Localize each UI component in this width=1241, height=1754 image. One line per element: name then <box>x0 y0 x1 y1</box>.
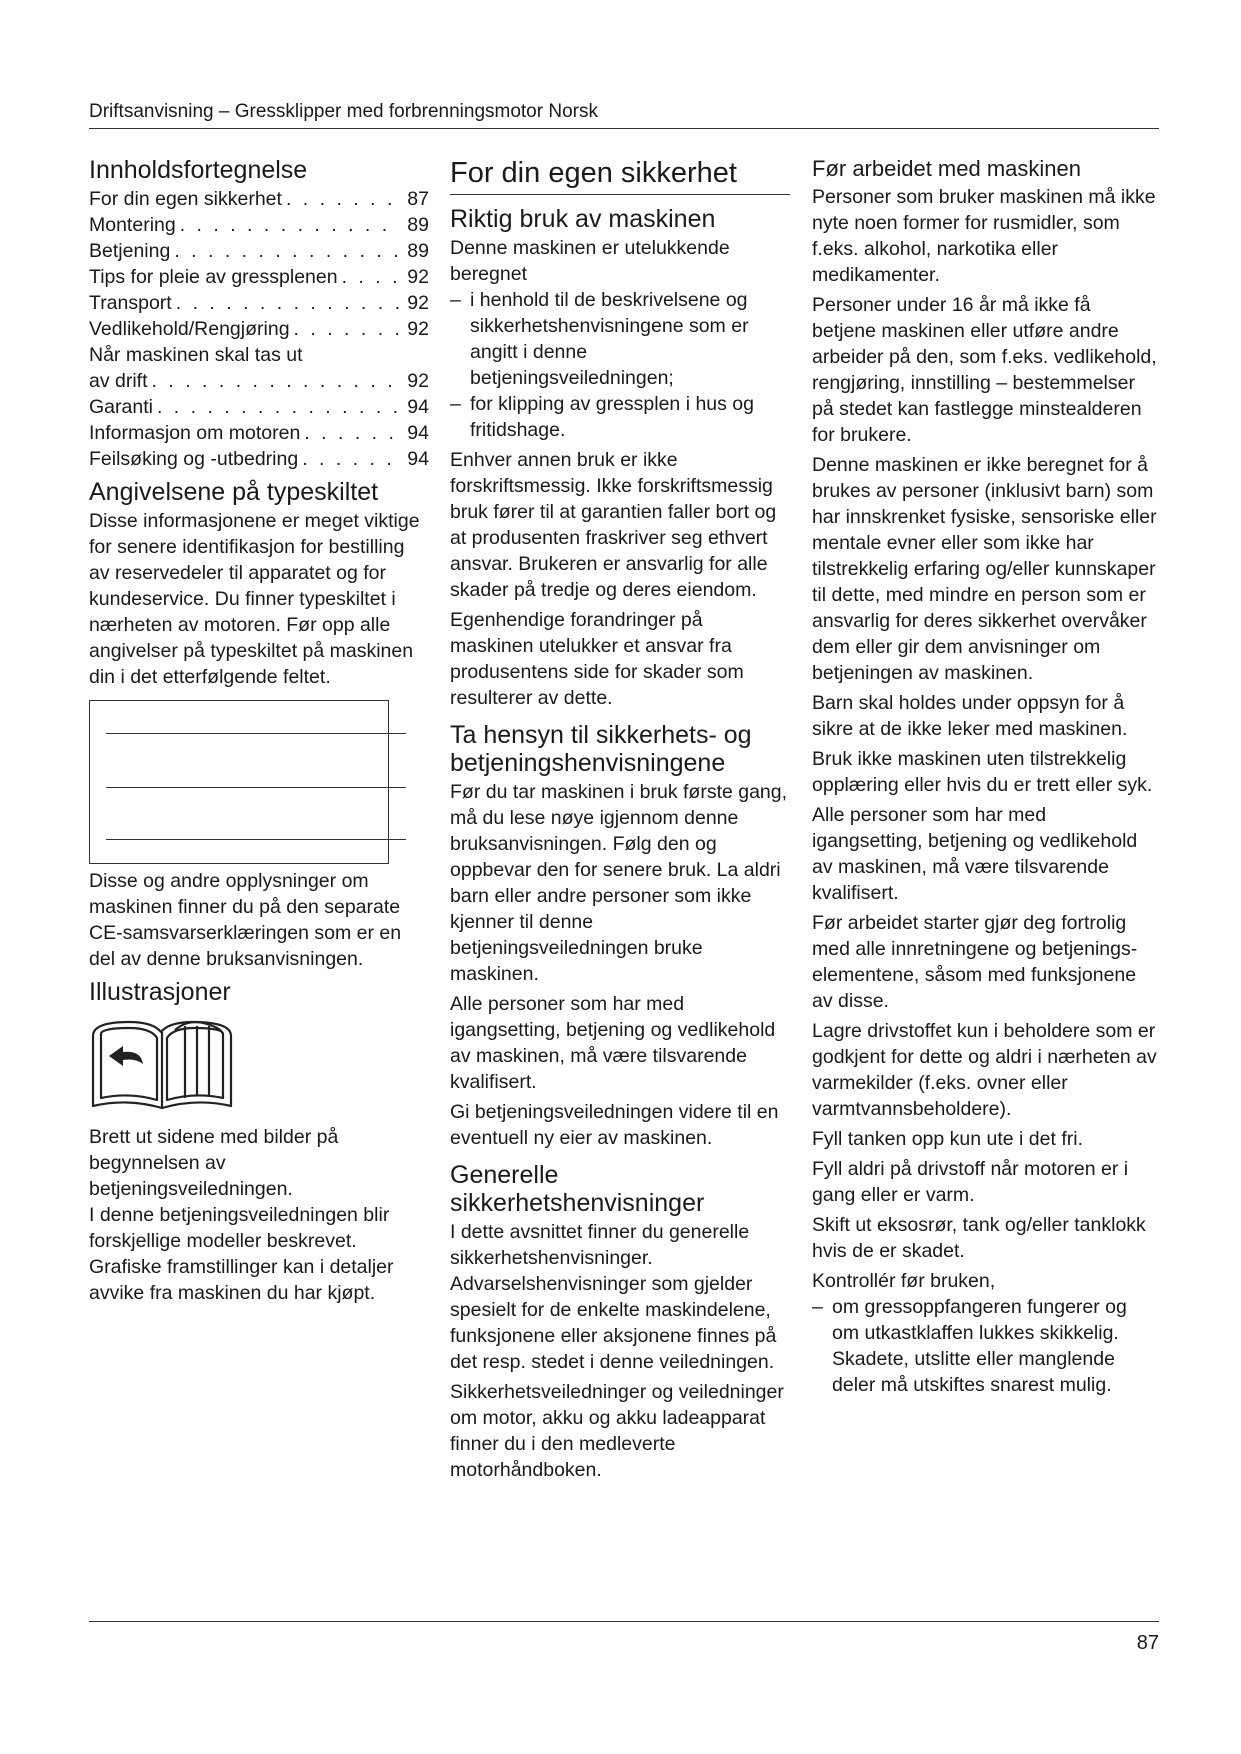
toc-entry-first-line: Når maskinen skal tas ut <box>89 344 303 366</box>
general-safety-text-2: Sikkerhetsveiledninger og veiledninger om motor, akku og akku ladeapparat finner du i den medleverte motorhåndboken. <box>450 1381 784 1481</box>
toc-entry: Informasjon om motoren . . . 94 <box>89 420 429 446</box>
paragraph: Skift ut eksosrør, tank og/eller tanklokk hvis de er skadet. <box>812 1214 1146 1262</box>
toc-entry: av drift . . . 92 <box>89 368 429 394</box>
list-item: – for klipping av gressplen i hus og fritidshage. <box>450 391 790 443</box>
paragraph: Fyll tanken opp kun ute i det fri. <box>812 1128 1083 1150</box>
paragraph: Kontrollér før bruken, <box>812 1270 996 1292</box>
general-safety-heading: Generelle sikkerhetshenvisninger <box>450 1161 705 1217</box>
toc-entry: For din egen sikkerhet . . . 87 <box>89 186 429 212</box>
before-work-heading: Før arbeidet med maskinen <box>812 156 1081 181</box>
table-of-contents <box>89 186 429 472</box>
paragraph: Denne maskinen er ikke beregnet for å brukes av personer (inklusivt barn) som har innskrenket fysiske, sensoriske eller mentale evner eller som ikke har tilstrekkelig erfaring og/eller kunnskaper til dette, med mindre en person som er ansvarlig for deres sikkerhet overvåker dem eller gir dem anvisninger om betjeningen av maskinen. <box>812 454 1157 684</box>
proper-use-text-1: Enhver annen bruk er ikke forskriftsmessig. Ikke forskriftsmessig bruk fører til at garantien faller bort og at produsenten fraskriver seg ethvert ansvar. Brukeren er ansvarlig for alle skader på tredje og deres eiendom. <box>450 449 777 601</box>
toc-entry: Transport . . . 92 <box>89 290 429 316</box>
toc-heading: Innholdsfortegnelse <box>89 156 308 184</box>
toc-entry: Tips for pleie av gressplenen . . . 92 <box>89 264 429 290</box>
page-number: 87 <box>1136 1632 1159 1654</box>
paragraph: Før arbeidet starter gjør deg fortrolig med alle innretningene og betjenings-elementene, såsom med funksjonene av disse. <box>812 912 1138 1012</box>
page-header: Driftsanvisning – Gressklipper med forbrenningsmotor Norsk <box>89 101 598 122</box>
paragraph: Barn skal holdes under oppsyn for å sikre at de ikke leker med maskinen. <box>812 692 1128 740</box>
paragraph: Alle personer som har med igangsetting, betjening og vedlikehold av maskinen, må være tilsvarende kvalifisert. <box>812 804 1138 904</box>
paragraph: Bruk ikke maskinen uten tilstrekkelig opplæring eller hvis du er trett eller syk. <box>812 748 1153 796</box>
toc-entry: Betjening . . . 89 <box>89 238 429 264</box>
paragraph: Personer som bruker maskinen må ikke nyte noen former for rusmidler, som f.eks. alkohol, narkotika eller medikamenter. <box>812 186 1156 286</box>
column-middle <box>450 156 790 1487</box>
typeplate-text: Disse informasjonene er meget viktige for senere identifikasjon for bestilling av reservedeler til apparatet og for kundeservice. Du finner typeskiltet i nærheten av motoren. Før opp alle angivelser på typeskiltet på maskinen din i det etterfølgende feltet. <box>89 510 420 688</box>
paragraph: Fyll aldri på drivstoff når motoren er i gang eller er varm. <box>812 1158 1129 1206</box>
paragraph: Personer under 16 år må ikke få betjene maskinen eller utføre andre arbeider på den, som f.eks. vedlikehold, rengjøring, innstilling – bestemmelser på stedet kan fastlegge minstealderen for brukere. <box>812 294 1157 446</box>
proper-use-text-2: Egenhendige forandringer på maskinen utelukker et ansvar fra produsentens side for skader som resulterer av dette. <box>450 609 744 709</box>
proper-use-intro: Denne maskinen er utelukkende beregnet <box>450 237 730 285</box>
toc-entry: Feilsøking og -utbedring . . . 94 <box>89 446 429 472</box>
open-book-icon <box>89 1014 235 1114</box>
safety-notes-text-1: Før du tar maskinen i bruk første gang, må du lese nøye igjennom denne bruksanvisningen. Følg den og oppbevar den for senere bruk. La aldri barn eller andre personer som ikke kjenner til denne betjeningsveiledningen bruke maskinen. <box>450 781 788 985</box>
footer-rule <box>89 1621 1159 1622</box>
section-title: For din egen sikkerhet <box>450 156 790 195</box>
illustrations-heading: Illustrasjoner <box>89 978 231 1006</box>
typeplate-after-text: Disse og andre opplysninger om maskinen finner du på den separate CE-samsvarserklæringen som er en del av denne bruksanvisningen. <box>89 870 402 970</box>
column-right <box>812 156 1157 1402</box>
list-item: – i henhold til de beskrivelsene og sikkerhetshenvisningene som er angitt i denne betjeningsveiledningen; <box>450 287 790 391</box>
proper-use-heading: Riktig bruk av maskinen <box>450 205 716 233</box>
typeplate-line <box>106 787 406 788</box>
column-left <box>89 156 429 1310</box>
check-list <box>812 1294 1157 1398</box>
toc-entry: Vedlikehold/Rengjøring . . . 92 <box>89 316 429 342</box>
header-rule <box>89 128 1159 129</box>
typeplate-heading: Angivelsene på typeskiltet <box>89 478 379 506</box>
typeplate-line <box>106 839 406 840</box>
list-item: – om gressoppfangeren fungerer og om utkastklaffen lukkes skikkelig. Skadete, utslitte eller manglende deler må utskiftes snarest mulig. <box>812 1294 1157 1398</box>
toc-entry: Garanti . . . 94 <box>89 394 429 420</box>
typeplate-entry-box[interactable] <box>89 700 389 864</box>
illustrations-text-2: I denne betjeningsveiledningen blir forskjellige modeller beskrevet. Grafiske framstillinger kan i detaljer avvike fra maskinen du har kjøpt. <box>89 1204 394 1304</box>
typeplate-line <box>106 733 406 734</box>
safety-notes-text-2: Alle personer som har med igangsetting, betjening og vedlikehold av maskinen, må være tilsvarende kvalifisert. <box>450 993 776 1093</box>
toc-entry: Montering . . . 89 <box>89 212 429 238</box>
paragraph: Lagre drivstoffet kun i beholdere som er godkjent for dette og aldri i nærheten av varmekilder (f.eks. ovner eller varmtvannsbeholdere). <box>812 1020 1157 1120</box>
proper-use-list <box>450 287 790 443</box>
illustrations-text-1: Brett ut sidene med bilder på begynnelsen av betjeningsveiledningen. <box>89 1126 339 1200</box>
safety-notes-heading: Ta hensyn til sikkerhets- og betjeningshenvisningene <box>450 721 752 777</box>
safety-notes-text-3: Gi betjeningsveiledningen videre til en eventuell ny eier av maskinen. <box>450 1101 779 1149</box>
general-safety-text-1: I dette avsnittet finner du generelle sikkerhetshenvisninger. Advarselshenvisninger som gjelder spesielt for de enkelte maskindelene, funksjonene eller aksjonene finnes på det resp. stedet i denne veiledningen. <box>450 1221 777 1373</box>
